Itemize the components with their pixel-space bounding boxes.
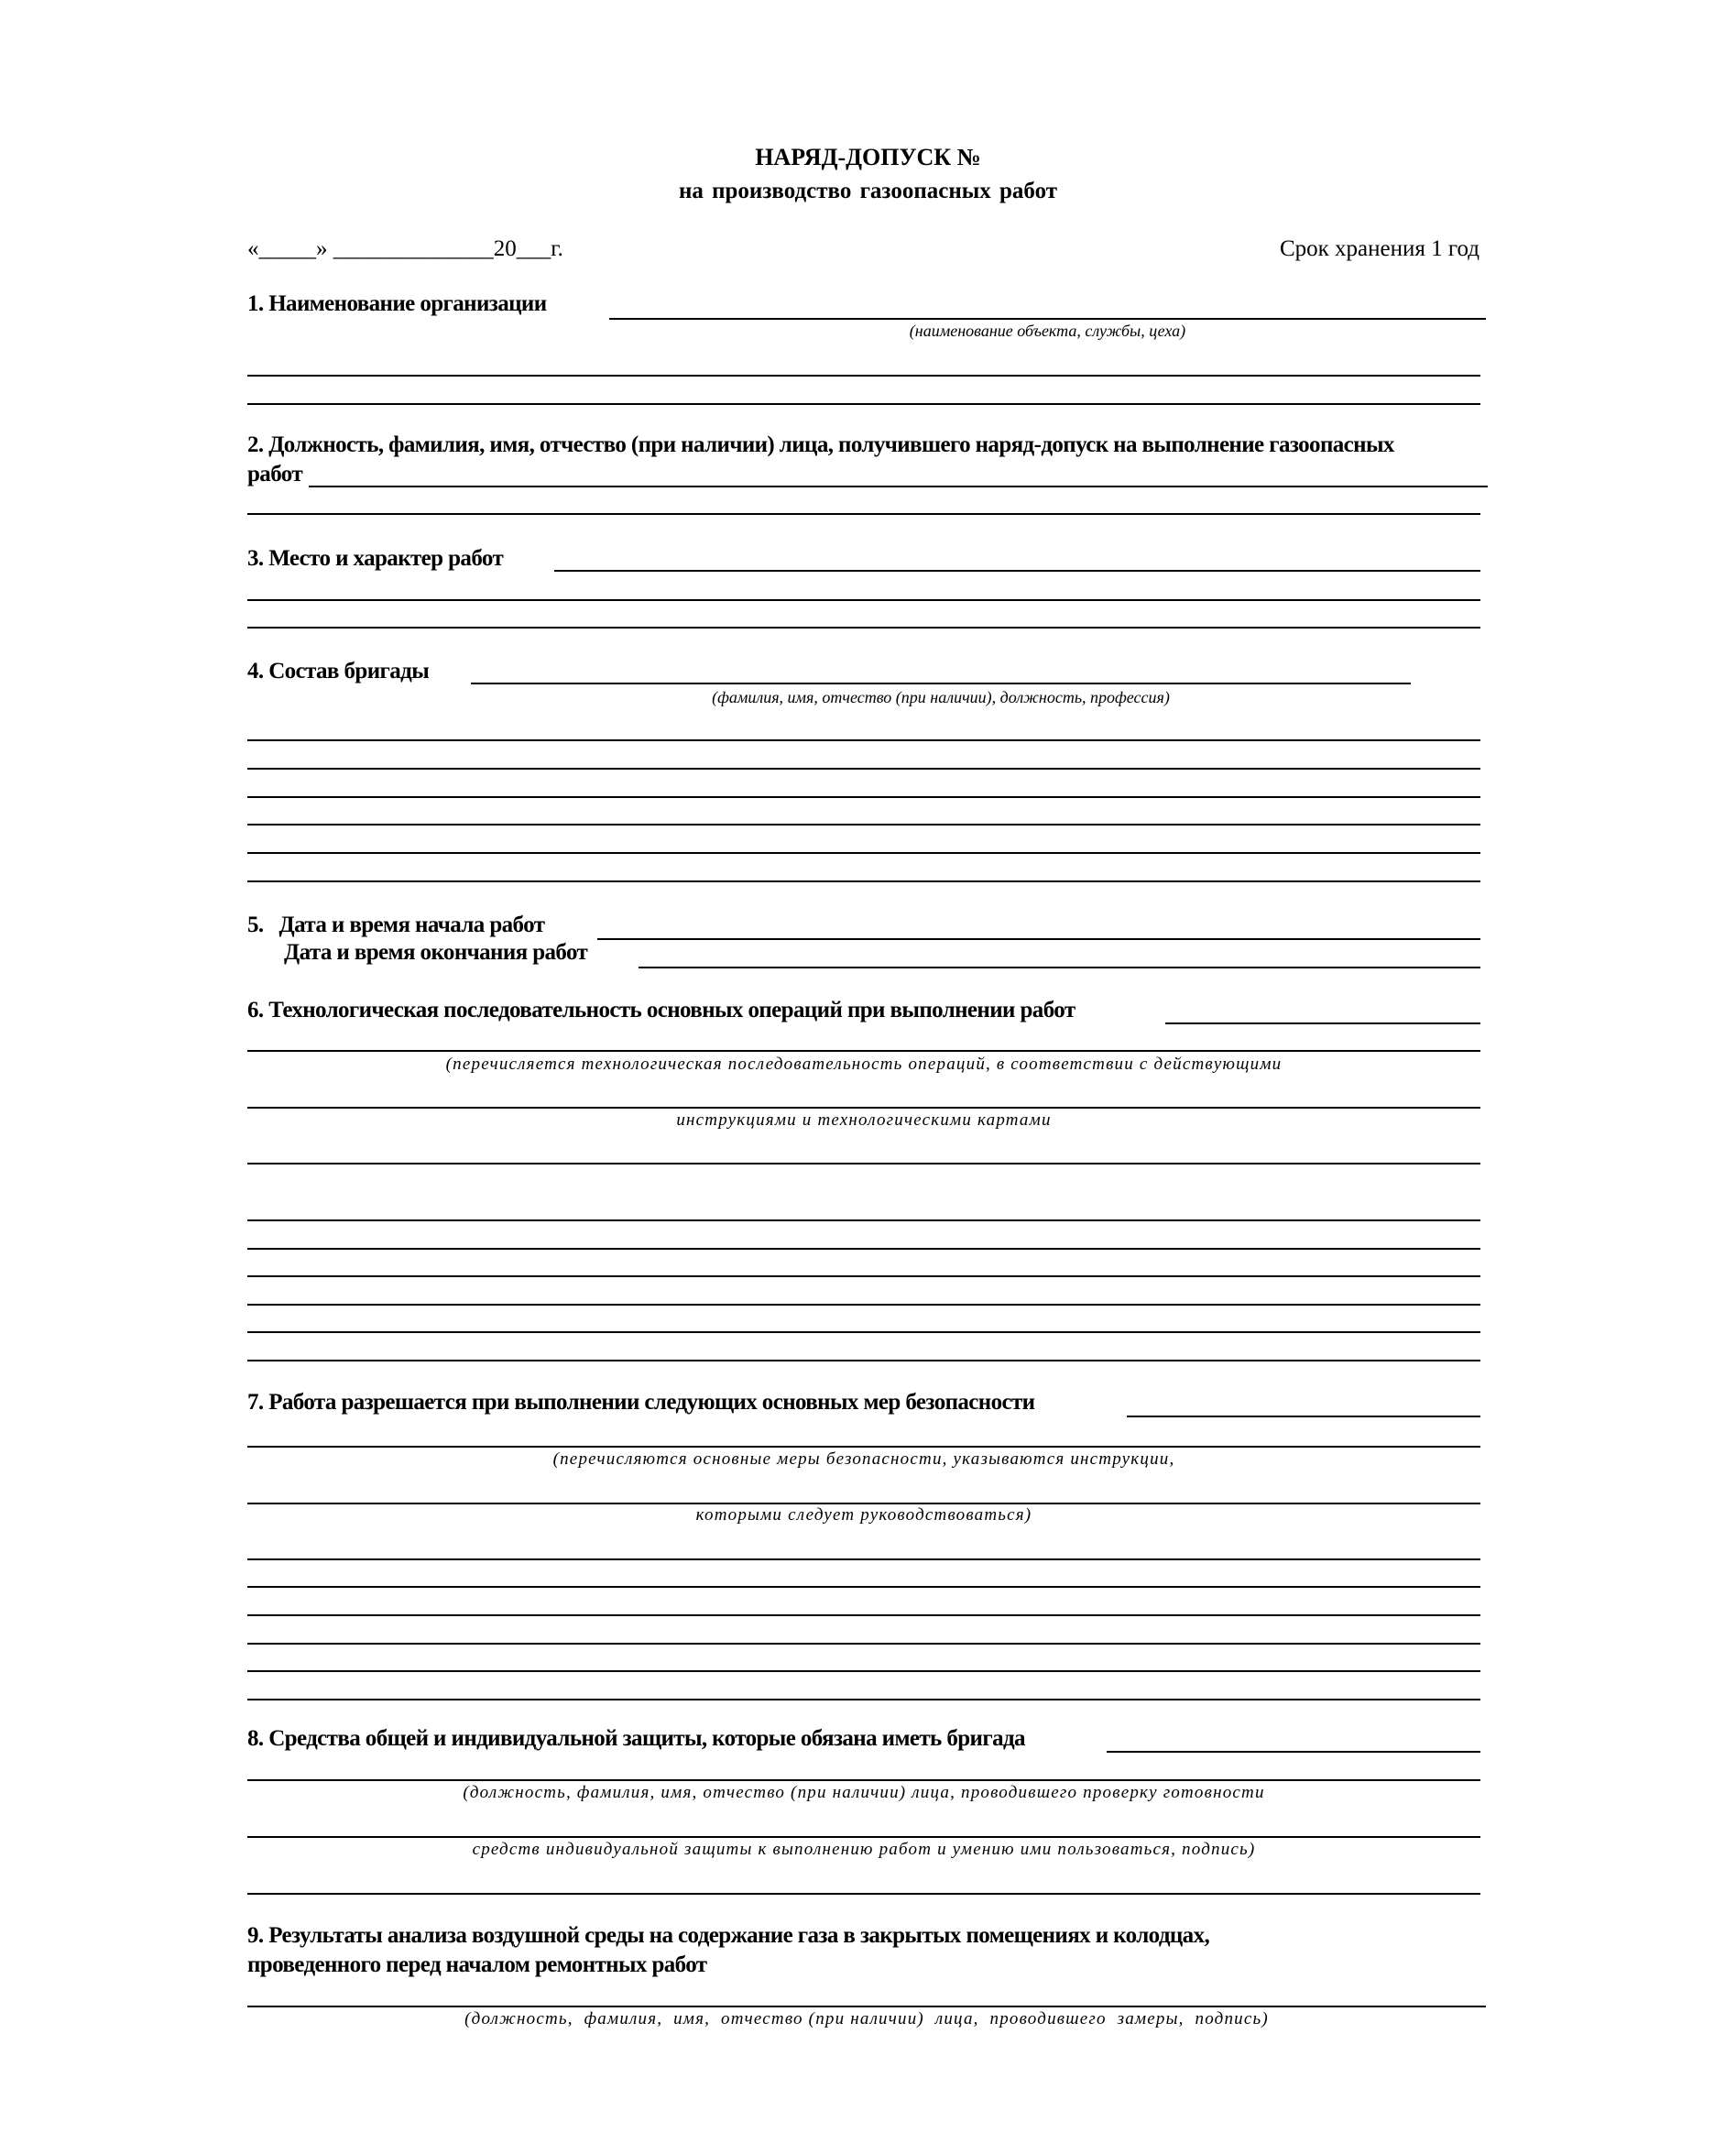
section-6-caption-1: (перечисляется технологическая последовательность операций, в соответствии с действующими <box>445 1055 1283 1074</box>
section-1-caption: (наименование объекта, службы, цеха) <box>909 322 1186 340</box>
section-5-end-label: Дата и время окончания работ <box>284 940 588 965</box>
section-7-line[interactable] <box>247 1670 1480 1672</box>
section-6-line[interactable] <box>247 1248 1480 1250</box>
section-9-caption: (должность, фамилия, имя, отчество (при наличии) лица, проводившего замеры, подпись) <box>464 2009 1269 2028</box>
section-3-label: 3. Место и характер работ <box>247 546 504 571</box>
section-4-label: 4. Состав бригады <box>247 659 430 683</box>
section-8-line[interactable] <box>247 1779 1480 1781</box>
section-7-label: 7. Работа разрешается при выполнении следующих основных мер безопасности <box>247 1390 1035 1415</box>
section-8-label: 8. Средства общей и индивидуальной защиты, которые обязана иметь бригада <box>247 1726 1025 1751</box>
section-7-line[interactable] <box>247 1614 1480 1616</box>
section-8-line[interactable] <box>247 1893 1480 1895</box>
section-2-label-cont: работ <box>247 462 303 487</box>
section-4-line[interactable] <box>247 824 1480 825</box>
section-7-caption-1: (перечисляются основные меры безопасности, указываются инструкции, <box>552 1449 1175 1469</box>
section-7-caption-2: которыми следует руководствоваться) <box>695 1505 1032 1525</box>
section-3-field[interactable] <box>554 570 1480 572</box>
section-5-end-field[interactable] <box>639 967 1480 968</box>
section-4-line[interactable] <box>247 852 1480 854</box>
section-5-start-label: 5. Дата и время начала работ <box>247 913 545 937</box>
section-2-field[interactable] <box>309 486 1488 487</box>
section-6-line[interactable] <box>247 1163 1480 1164</box>
section-6-field[interactable] <box>1165 1022 1480 1024</box>
section-1-label: 1. Наименование организации <box>247 291 547 316</box>
section-7-line[interactable] <box>247 1586 1480 1588</box>
section-8-caption-2: средств индивидуальной защиты к выполнению работ и умению ими пользоваться, подпись) <box>472 1840 1256 1859</box>
section-6-line[interactable] <box>247 1275 1480 1277</box>
section-7-line[interactable] <box>247 1446 1480 1448</box>
section-4-field[interactable] <box>471 683 1411 684</box>
section-6-line[interactable] <box>247 1107 1480 1109</box>
section-4-caption: (фамилия, имя, отчество (при наличии), должность, профессия) <box>712 688 1170 706</box>
section-6-line[interactable] <box>247 1219 1480 1221</box>
section-7-field[interactable] <box>1127 1416 1480 1417</box>
section-9-field[interactable] <box>247 2006 1486 2007</box>
section-4-line[interactable] <box>247 739 1480 741</box>
section-6-line[interactable] <box>247 1050 1480 1052</box>
section-3-line[interactable] <box>247 627 1480 629</box>
section-3-line[interactable] <box>247 599 1480 601</box>
section-4-line[interactable] <box>247 768 1480 770</box>
section-6-line[interactable] <box>247 1331 1480 1333</box>
date-field[interactable]: «_____» ______________20___г. <box>247 236 563 261</box>
section-2-line[interactable] <box>247 513 1480 515</box>
section-6-line[interactable] <box>247 1360 1480 1361</box>
section-4-line[interactable] <box>247 880 1480 882</box>
section-5-start-field[interactable] <box>597 938 1480 940</box>
section-1-field[interactable] <box>609 318 1486 320</box>
retention-period: Срок хранения 1 год <box>1279 236 1479 261</box>
document-subtitle: на производство газоопасных работ <box>678 179 1058 203</box>
section-7-line[interactable] <box>247 1503 1480 1504</box>
section-9-label: 9. Результаты анализа воздушной среды на содержание газа в закрытых помещениях и колодцах, <box>247 1923 1210 1948</box>
section-9-label-cont: проведенного перед началом ремонтных работ <box>247 1952 707 1977</box>
section-8-line[interactable] <box>247 1836 1480 1838</box>
section-6-caption-2: инструкциями и технологическими картами <box>676 1110 1052 1130</box>
section-1-line[interactable] <box>247 403 1480 405</box>
section-6-line[interactable] <box>247 1304 1480 1306</box>
section-4-line[interactable] <box>247 796 1480 798</box>
section-2-label: 2. Должность, фамилия, имя, отчество (при наличии) лица, получившего наряд-допуск на выполнение газоопасных <box>247 432 1394 457</box>
section-7-line[interactable] <box>247 1699 1480 1700</box>
section-8-field[interactable] <box>1107 1751 1480 1753</box>
section-7-line[interactable] <box>247 1643 1480 1645</box>
document-title: НАРЯД-ДОПУСК № <box>755 144 981 170</box>
section-1-line[interactable] <box>247 375 1480 377</box>
section-6-label: 6. Технологическая последовательность основных операций при выполнении работ <box>247 998 1075 1022</box>
section-7-line[interactable] <box>247 1558 1480 1560</box>
section-8-caption-1: (должность, фамилия, имя, отчество (при наличии) лица, проводившего проверку готовности <box>463 1783 1265 1802</box>
